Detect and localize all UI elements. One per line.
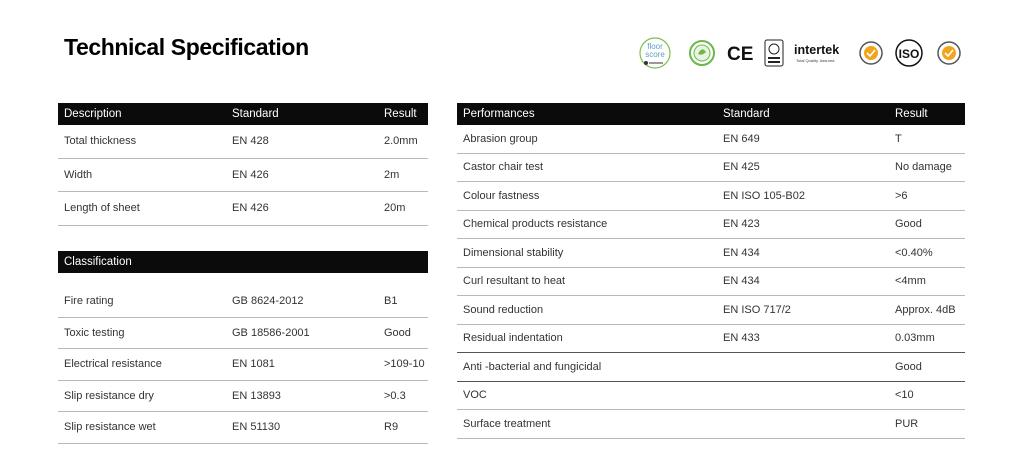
intertek-logo xyxy=(794,43,839,63)
row-result: <4mm xyxy=(889,267,965,296)
row-result: <0.40% xyxy=(889,239,965,268)
table-row xyxy=(457,239,965,268)
floorscore-logo xyxy=(640,38,670,68)
row-standard: EN 13893 xyxy=(226,380,378,412)
row-standard: EN 434 xyxy=(717,267,889,296)
row-standard xyxy=(717,381,889,410)
table-row xyxy=(58,349,428,381)
row-result: 2.0mm xyxy=(378,125,428,158)
sgs-badge-logo-2 xyxy=(938,42,960,64)
table-row xyxy=(457,410,965,439)
row-item: Slip resistance dry xyxy=(58,380,226,412)
table-row xyxy=(58,412,428,444)
row-result: 0.03mm xyxy=(889,324,965,353)
row-standard: EN 428 xyxy=(226,125,378,158)
page-title: Technical Specification xyxy=(64,34,309,60)
column-header-description: Description xyxy=(58,103,226,125)
svg-text:floor: floor xyxy=(647,42,663,51)
certificate-seal-logo xyxy=(765,40,783,66)
row-item: Total thickness xyxy=(58,125,226,158)
column-header-standard: Standard xyxy=(717,103,889,125)
row-item: Castor chair test xyxy=(457,153,717,182)
row-standard: EN 426 xyxy=(226,192,378,226)
row-item: Width xyxy=(58,158,226,192)
row-standard: EN 649 xyxy=(717,125,889,153)
svg-text:Total Quality. Assured.: Total Quality. Assured. xyxy=(796,58,836,63)
row-result: >0.3 xyxy=(378,380,428,412)
table-row xyxy=(58,192,428,226)
svg-text:score: score xyxy=(645,50,665,59)
column-header-performances: Performances xyxy=(457,103,717,125)
svg-text:intertek: intertek xyxy=(794,43,840,57)
row-standard: GB 18586-2001 xyxy=(226,317,378,349)
column-header-standard: Standard xyxy=(226,103,378,125)
classification-table xyxy=(58,251,428,444)
row-standard xyxy=(717,353,889,382)
table-row xyxy=(457,296,965,325)
table-row xyxy=(457,381,965,410)
row-result: R9 xyxy=(378,412,428,444)
row-item: Curl resultant to heat xyxy=(457,267,717,296)
row-result: PUR xyxy=(889,410,965,439)
row-result: Approx. 4dB xyxy=(889,296,965,325)
iso-logo xyxy=(896,40,922,66)
certification-logos xyxy=(636,36,968,70)
column-header-result: Result xyxy=(378,103,428,125)
row-standard: GB 8624-2012 xyxy=(226,286,378,317)
row-standard: EN 434 xyxy=(717,239,889,268)
row-standard: EN 1081 xyxy=(226,349,378,381)
row-standard: EN 423 xyxy=(717,210,889,239)
description-table xyxy=(58,103,428,226)
row-result: Good xyxy=(889,210,965,239)
table-row xyxy=(58,317,428,349)
table-row xyxy=(457,324,965,353)
svg-text:CE: CE xyxy=(727,44,754,65)
row-item: Residual indentation xyxy=(457,324,717,353)
row-item: VOC xyxy=(457,381,717,410)
row-standard: EN 51130 xyxy=(226,412,378,444)
row-item: Dimensional stability xyxy=(457,239,717,268)
row-standard: EN ISO 105-B02 xyxy=(717,182,889,211)
row-result: >109-10 xyxy=(378,349,428,381)
row-item: Toxic testing xyxy=(58,317,226,349)
row-item: Colour fastness xyxy=(457,182,717,211)
table-row xyxy=(457,210,965,239)
row-item: Abrasion group xyxy=(457,125,717,153)
row-item: Chemical products resistance xyxy=(457,210,717,239)
table-row xyxy=(58,286,428,317)
row-result: T xyxy=(889,125,965,153)
row-item: Surface treatment xyxy=(457,410,717,439)
row-standard: EN 426 xyxy=(226,158,378,192)
row-result: <10 xyxy=(889,381,965,410)
table-row xyxy=(457,153,965,182)
row-standard xyxy=(717,410,889,439)
row-result: Good xyxy=(889,353,965,382)
row-standard: EN 425 xyxy=(717,153,889,182)
table-row xyxy=(457,353,965,382)
row-result: >6 xyxy=(889,182,965,211)
row-item: Fire rating xyxy=(58,286,226,317)
table-row xyxy=(58,380,428,412)
svg-text:ISO: ISO xyxy=(898,47,920,61)
table-row xyxy=(58,125,428,158)
performance-table xyxy=(457,103,965,439)
eco-badge-logo xyxy=(690,41,714,65)
row-standard: EN ISO 717/2 xyxy=(717,296,889,325)
row-item: Sound reduction xyxy=(457,296,717,325)
row-result: 2m xyxy=(378,158,428,192)
table-row xyxy=(58,158,428,192)
row-result: B1 xyxy=(378,286,428,317)
row-item: Anti -bacterial and fungicidal xyxy=(457,353,717,382)
row-result: Good xyxy=(378,317,428,349)
row-standard: EN 433 xyxy=(717,324,889,353)
classification-header: Classification xyxy=(58,251,428,273)
table-row xyxy=(457,182,965,211)
row-item: Slip resistance wet xyxy=(58,412,226,444)
table-row xyxy=(457,267,965,296)
ce-mark-logo xyxy=(727,44,753,65)
row-item: Electrical resistance xyxy=(58,349,226,381)
row-result: No damage xyxy=(889,153,965,182)
column-header-result: Result xyxy=(889,103,965,125)
sgs-badge-logo-1 xyxy=(860,42,882,64)
table-row xyxy=(457,125,965,153)
row-result: 20m xyxy=(378,192,428,226)
row-item: Length of sheet xyxy=(58,192,226,226)
